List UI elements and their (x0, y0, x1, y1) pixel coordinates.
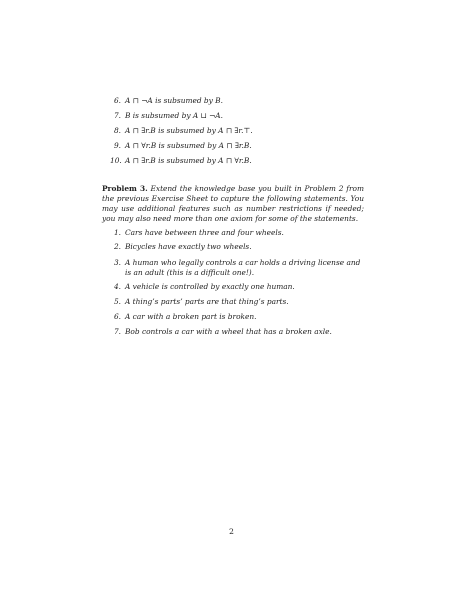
list-item-text: A ⊓ ∃r.B is subsumed by A ⊓ ∃r.⊤. (125, 126, 253, 135)
list-item (110, 96, 223, 106)
list-item (110, 111, 223, 121)
list-item (110, 156, 252, 166)
problem-statement (102, 184, 364, 224)
problem-item-number: 2. (113, 242, 121, 251)
problem-item-number: 4. (113, 282, 121, 291)
list-item-text: A ⊓ ∃r.B is subsumed by A ⊓ ∀r.B. (125, 156, 252, 165)
list-item-text: A ⊓ ∀r.B is subsumed by A ⊓ ∃r.B. (125, 141, 252, 150)
problem-item (110, 312, 364, 322)
problem-heading: Problem 3. (102, 184, 148, 193)
list-item-number: 6. (113, 96, 121, 105)
list-item-number: 9. (113, 141, 121, 150)
problem-intro: Extend the knowledge base you built in Problem 2 from the previous Exercise Sheet to capture the following statements. You may use additional features such as number restrictions if needed; you may also need more than one axiom for some of the statements. (102, 184, 364, 223)
list-item-text: B is subsumed by A ⊔ ¬A. (125, 111, 223, 120)
problem-item-text: Bicycles have exactly two wheels. (125, 242, 252, 251)
list-item-number: 8. (113, 126, 121, 135)
problem-item (110, 282, 364, 292)
page-number: 2 (229, 527, 234, 536)
problem-item-number: 6. (113, 312, 121, 321)
problem-item-number: 5. (113, 297, 121, 306)
problem-item-text: A vehicle is controlled by exactly one human. (125, 282, 295, 291)
list-item-number: 10. (110, 156, 122, 165)
problem-item-number: 7. (113, 327, 121, 336)
problem-item (110, 327, 364, 337)
problem-item-text: A human who legally controls a car holds a driving license and is an adult (this is a difficult one!). (125, 258, 361, 277)
problem-item-text: A car with a broken part is broken. (125, 312, 257, 321)
problem-item-text: A thing’s parts’ parts are that thing’s parts. (125, 297, 289, 306)
problem-item (110, 242, 364, 252)
list-item-number: 7. (113, 111, 121, 120)
problem-item (110, 297, 364, 307)
list-item (110, 126, 253, 136)
problem-item (110, 228, 364, 238)
problem-item-text: Cars have between three and four wheels. (125, 228, 284, 237)
list-item-text: A ⊓ ¬A is subsumed by B. (125, 96, 223, 105)
problem-item-number: 1. (113, 228, 121, 237)
problem-item-number: 3. (113, 258, 121, 267)
list-item (110, 141, 252, 151)
problem-item-text: Bob controls a car with a wheel that has a broken axle. (125, 327, 332, 336)
problem-item (110, 258, 364, 278)
